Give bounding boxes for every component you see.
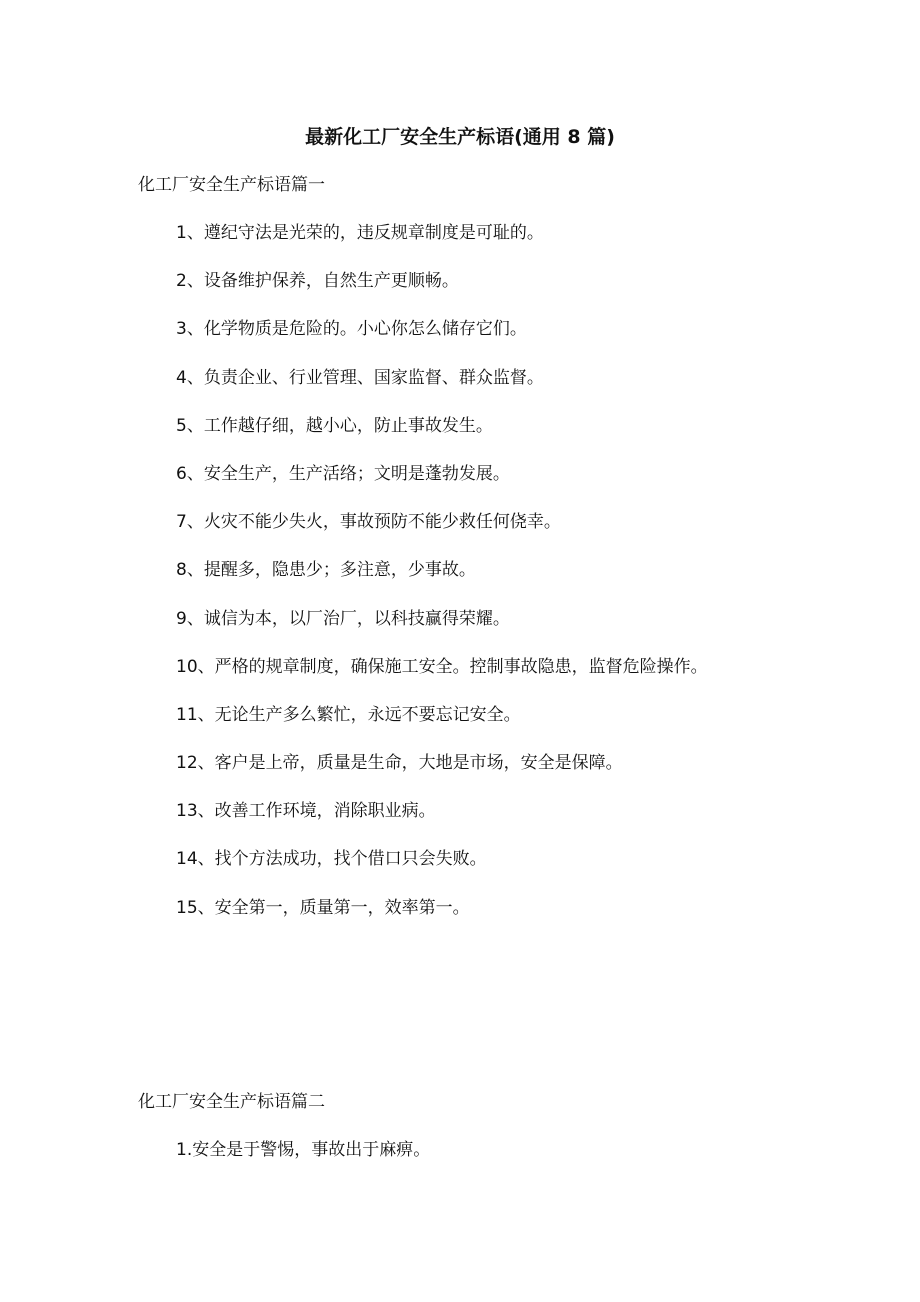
list-item: 1.安全是于警惕，事故出于麻痹。	[176, 1140, 431, 1160]
list-item: 6、安全生产，生产活络；文明是蓬勃发展。	[176, 463, 510, 484]
list-item: 14、找个方法成功，找个借口只会失败。	[176, 849, 487, 870]
list-item: 8、提醒多，隐患少；多注意，少事故。	[176, 560, 476, 581]
list-item: 2、设备维护保养，自然生产更顺畅。	[176, 271, 459, 292]
list-item: 7、火灾不能少失火，事故预防不能少救任何侥幸。	[176, 512, 561, 533]
section-heading-2: 化工厂安全生产标语篇二	[138, 1092, 325, 1112]
list-item: 12、客户是上帝，质量是生命，大地是市场，安全是保障。	[176, 753, 623, 774]
list-item: 4、负责企业、行业管理、国家监督、群众监督。	[176, 367, 544, 388]
list-item: 9、诚信为本，以厂治厂，以科技赢得荣耀。	[176, 608, 510, 629]
list-item: 11、无论生产多么繁忙，永远不要忘记安全。	[176, 704, 521, 725]
slogan-list-1	[176, 221, 708, 944]
slogan-list-2	[176, 1138, 430, 1162]
list-item: 10、严格的规章制度，确保施工安全。控制事故隐患，监督危险操作。	[176, 656, 708, 677]
list-item: 1、遵纪守法是光荣的，违反规章制度是可耻的。	[176, 223, 544, 243]
list-item: 15、安全第一，质量第一，效率第一。	[176, 897, 470, 918]
list-item: 3、化学物质是危险的。小心你怎么储存它们。	[176, 319, 527, 340]
section-heading-1: 化工厂安全生产标语篇一	[138, 175, 325, 195]
document-title: 最新化工厂安全生产标语(通用 8 篇)	[305, 126, 615, 148]
list-item: 13、改善工作环境，消除职业病。	[176, 801, 436, 822]
list-item: 5、工作越仔细，越小心，防止事故发生。	[176, 415, 493, 436]
